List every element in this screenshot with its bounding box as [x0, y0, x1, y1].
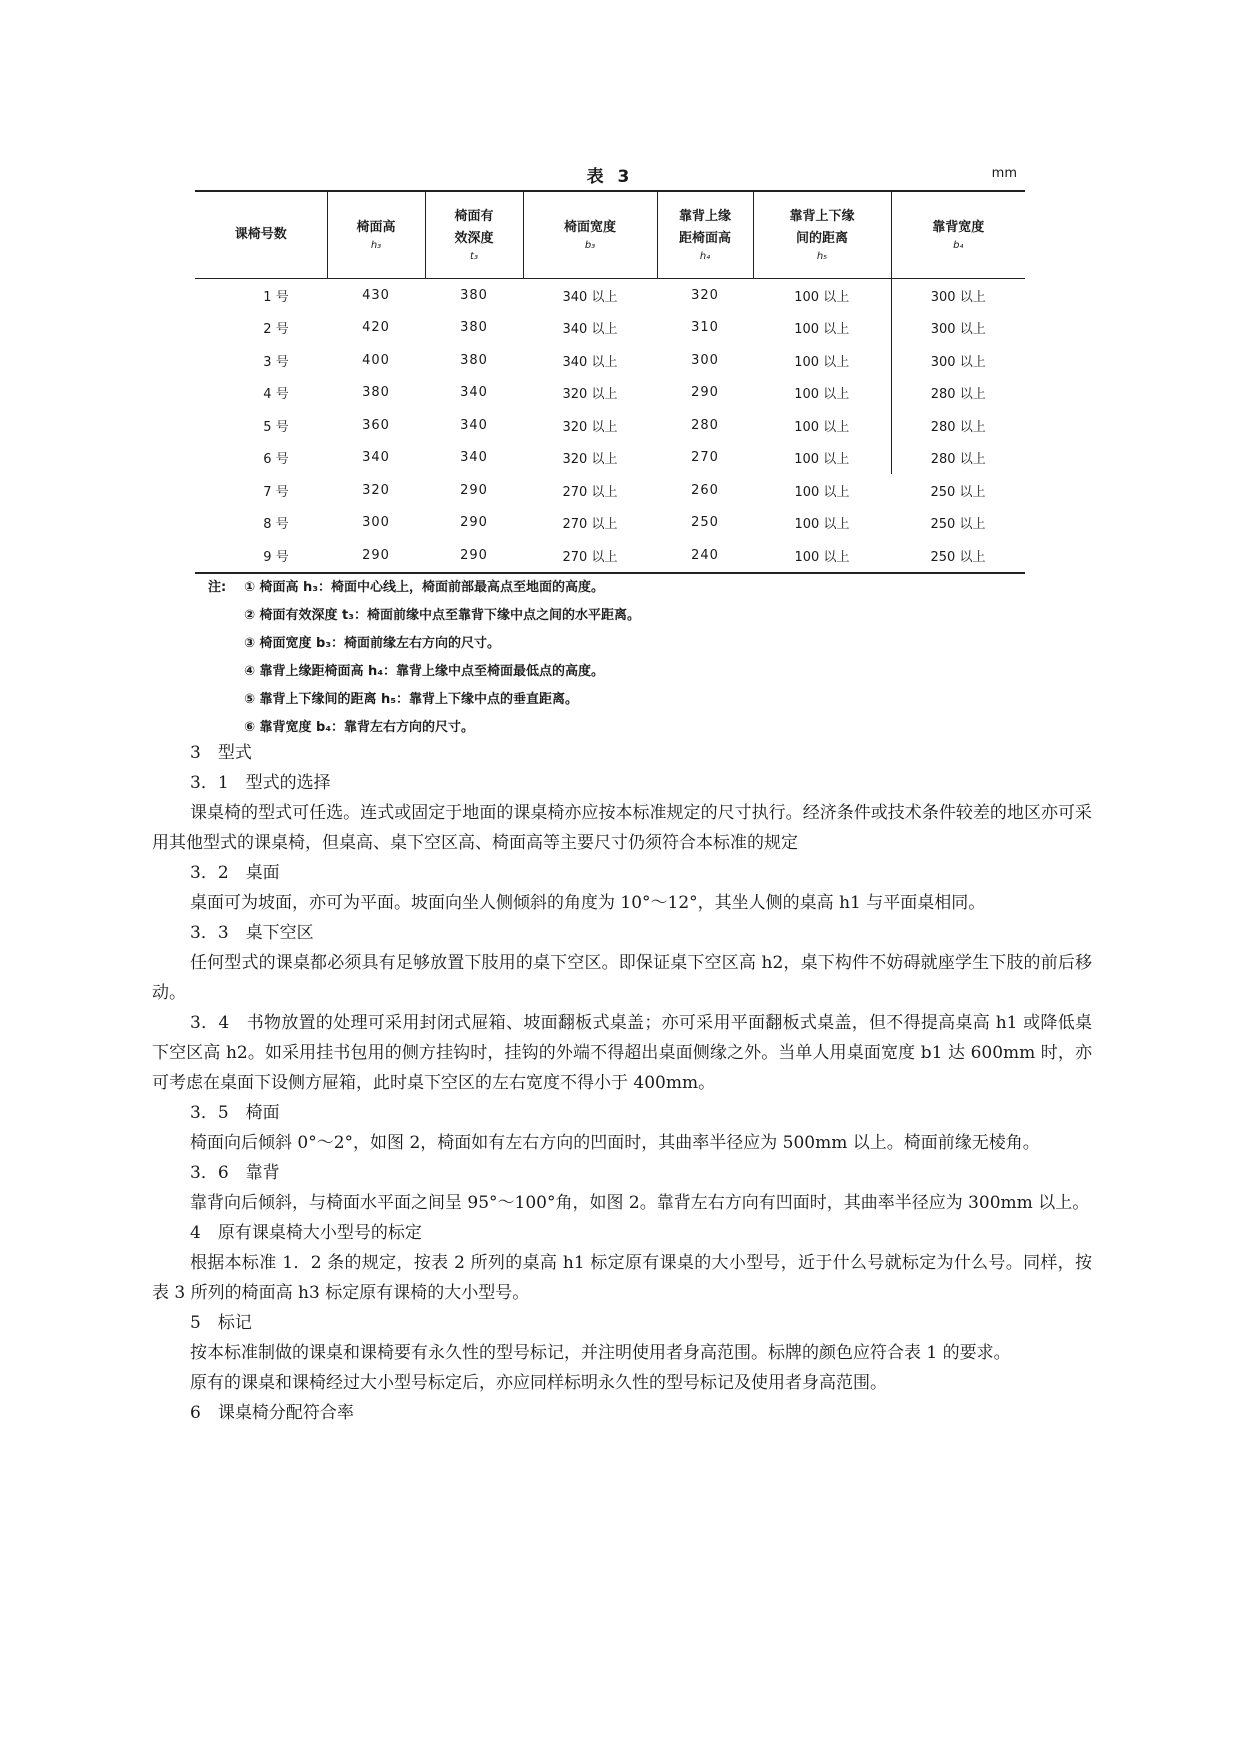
- table-cell: 380: [460, 320, 488, 336]
- table-cell: 3 号: [263, 354, 289, 370]
- header-label-line: 椅面宽度: [563, 220, 616, 235]
- header-label-line: 距椅面高: [678, 231, 731, 246]
- table-cell: 100 以上: [794, 322, 850, 338]
- table-cell: 320 以上: [562, 452, 618, 468]
- table-body: [195, 279, 1025, 573]
- table-cell: 320: [691, 287, 719, 303]
- table-cell: 270: [691, 450, 719, 466]
- note-item: [208, 686, 1028, 714]
- header-symbol: t₃: [470, 251, 478, 262]
- table-cell: 380: [460, 287, 488, 303]
- table-header-cell: [195, 191, 327, 279]
- note-text: ④ 靠背上缘距椅面高 h₄：靠背上缘中点至椅面最低点的高度。: [244, 664, 605, 679]
- header-label-line: 靠背上缘: [678, 209, 731, 224]
- header-label-line: 椅面高: [356, 220, 396, 235]
- paragraph: 原有的课桌和课椅经过大小型号标定后，亦应同样标明永久性的型号标记及使用者身高范围。: [190, 1373, 887, 1393]
- table-cell: 320 以上: [562, 387, 618, 403]
- table-cell: 270 以上: [562, 484, 618, 500]
- table-row: [195, 409, 1025, 442]
- table-cell: 270 以上: [562, 517, 618, 533]
- table-cell: 260: [691, 482, 719, 498]
- table-cell: 280 以上: [891, 409, 1025, 442]
- paragraph: 3．4 书物放置的处理可采用封闭式屉箱、坡面翻板式桌盖；亦可采用平面翻板式桌盖，但不得提高桌高 h1 或降低桌下空区高 h2。如采用挂书包用的侧方挂钩时，挂钩的外端不得超出桌面侧缘之外。当单人用桌面宽度 b1 达 600mm 时，亦可考虑在桌面下设侧方屉箱，此时桌下空区的左右宽度不得小于 400mm。: [152, 1013, 1092, 1093]
- table-cell: 250: [691, 515, 719, 531]
- section-heading: 3．6 靠背: [190, 1163, 280, 1183]
- header-label-line: 靠背上下缘: [789, 209, 855, 224]
- header-symbol: b₃: [584, 240, 596, 251]
- header-symbol: h₄: [699, 251, 711, 262]
- table-cell: 4 号: [263, 387, 289, 403]
- table-notes: [208, 574, 1028, 742]
- table-header-cell: [523, 191, 657, 279]
- table-cell: 250 以上: [891, 539, 1025, 573]
- header-label-line: 课椅号数: [234, 227, 287, 242]
- paragraph: 任何型式的课桌都必须具有足够放置下肢用的桌下空区。即保证桌下空区高 h2，桌下构件不妨碍就座学生下肢的前后移动。: [152, 953, 1092, 1003]
- paragraph: 按本标准制做的课桌和课椅要有永久性的型号标记，并注明使用者身高范围。标牌的颜色应符合表 1 的要求。: [190, 1343, 1011, 1363]
- table-header-cell: [327, 191, 425, 279]
- note-text: ③ 椅面宽度 b₃：椅面前缘左右方向的尺寸。: [244, 636, 501, 651]
- table-cell: 100 以上: [794, 452, 850, 468]
- note-text: ⑥ 靠背宽度 b₄：靠背左右方向的尺寸。: [244, 720, 475, 735]
- table-row: [195, 312, 1025, 345]
- table-cell: 100 以上: [794, 419, 850, 435]
- note-text: ② 椅面有效深度 t₃：椅面前缘中点至靠背下缘中点之间的水平距离。: [244, 608, 640, 623]
- paragraph: 桌面可为坡面，亦可为平面。坡面向坐人侧倾斜的角度为 10°～12°，其坐人侧的桌高 h1 与平面桌相同。: [190, 893, 986, 913]
- note-item: [208, 574, 1028, 602]
- table-cell: 100 以上: [794, 289, 850, 305]
- note-item: [208, 630, 1028, 658]
- table-header-row: [195, 191, 1025, 279]
- table-row: [195, 377, 1025, 410]
- table-cell: 420: [362, 320, 390, 336]
- header-label-line: 效深度: [454, 231, 494, 246]
- table-cell: 2 号: [263, 322, 289, 338]
- table-cell: 340: [460, 450, 488, 466]
- section-heading: 3．3 桌下空区: [190, 923, 314, 943]
- table-cell: 7 号: [263, 484, 289, 500]
- table-cell: 340 以上: [562, 289, 618, 305]
- section-heading: 3．2 桌面: [190, 863, 280, 883]
- table-cell: 5 号: [263, 419, 289, 435]
- paragraph: 根据本标准 1．2 条的规定，按表 2 所列的桌高 h1 标定原有课桌的大小型号，近于什么号就标定为什么号。同样，按表 3 所列的椅面高 h3 标定原有课椅的大小型号。: [152, 1253, 1092, 1303]
- note-prefix: 注:: [208, 580, 227, 595]
- table-title: 表 3: [586, 167, 634, 187]
- table-cell: 280 以上: [891, 377, 1025, 410]
- table-cell: 300 以上: [891, 344, 1025, 377]
- table-header-cell: [891, 191, 1025, 279]
- paragraph: 椅面向后倾斜 0°～2°，如图 2，椅面如有左右方向的凹面时，其曲率半径应为 500mm 以上。椅面前缘无棱角。: [190, 1133, 1040, 1153]
- header-label-line: 靠背宽度: [932, 220, 985, 235]
- table-cell: 290: [327, 539, 425, 573]
- table-cell: 240: [657, 539, 753, 573]
- table-cell: 310: [691, 320, 719, 336]
- table-cell: 290: [425, 539, 523, 573]
- table-cell: 270 以上: [523, 539, 657, 573]
- table-cell: 300: [362, 515, 390, 531]
- table-cell: 290: [691, 385, 719, 401]
- table-cell: 340: [362, 450, 390, 466]
- chair-dimension-table: [195, 190, 1025, 574]
- table-cell: 430: [362, 287, 390, 303]
- header-symbol: h₅: [816, 251, 828, 262]
- table-cell: 280 以上: [891, 442, 1025, 475]
- section-heading: 4 原有课桌椅大小型号的标定: [190, 1223, 422, 1243]
- body-text: [152, 738, 1092, 1428]
- table-cell: 100 以上: [753, 539, 891, 573]
- paragraph: 课桌椅的型式可任选。连式或固定于地面的课桌椅亦应按本标准规定的尺寸执行。经济条件或技术条件较差的地区亦可采用其他型式的课桌椅，但桌高、桌下空区高、椅面高等主要尺寸仍须符合本标准的规定: [152, 803, 1092, 853]
- table-cell: 8 号: [263, 517, 289, 533]
- table-cell: 1 号: [263, 289, 289, 305]
- section-heading: 3．5 椅面: [190, 1103, 280, 1123]
- table-cell: 380: [460, 352, 488, 368]
- table-cell: 340: [460, 385, 488, 401]
- note-text: ① 椅面高 h₃：椅面中心线上，椅面前部最高点至地面的高度。: [244, 580, 605, 595]
- table-cell: 280: [691, 417, 719, 433]
- note-text: ⑤ 靠背上下缘间的距离 h₅：靠背上下缘中点的垂直距离。: [244, 692, 579, 707]
- table-cell: 6 号: [263, 452, 289, 468]
- table-row: [195, 344, 1025, 377]
- header-symbol: h₃: [370, 240, 382, 251]
- table-cell: 300: [691, 352, 719, 368]
- table-cell: 320: [362, 482, 390, 498]
- table-row: [195, 279, 1025, 312]
- header-label-line: 间的距离: [795, 231, 848, 246]
- table-header-cell: [753, 191, 891, 279]
- table-cell: 340 以上: [562, 322, 618, 338]
- table-header-cell: [657, 191, 753, 279]
- table-row: [195, 474, 1025, 507]
- section-heading: 6 课桌椅分配符合率: [190, 1403, 354, 1423]
- section-heading: 5 标记: [190, 1313, 252, 1333]
- table-row: [195, 507, 1025, 540]
- table-cell: 360: [362, 417, 390, 433]
- paragraph: 靠背向后倾斜，与椅面水平面之间呈 95°～100°角，如图 2。靠背左右方向有凹面时，其曲率半径应为 300mm 以上。: [190, 1193, 1090, 1213]
- table-caption: [195, 162, 1025, 186]
- table-cell: 100 以上: [794, 387, 850, 403]
- table-cell: 9 号: [195, 539, 327, 573]
- table-cell: 250 以上: [930, 517, 986, 533]
- header-label-line: 椅面有: [454, 209, 494, 224]
- section-heading: 3．1 型式的选择: [190, 773, 331, 793]
- table-cell: 300 以上: [891, 279, 1025, 312]
- table-cell: 250 以上: [930, 484, 986, 500]
- table-cell: 100 以上: [794, 484, 850, 500]
- header-symbol: b₄: [953, 240, 964, 251]
- table-cell: 300 以上: [891, 312, 1025, 345]
- table-cell: 100 以上: [794, 354, 850, 370]
- section-heading: 3 型式: [190, 743, 252, 763]
- note-item: [208, 658, 1028, 686]
- table-row: [195, 442, 1025, 475]
- note-item: [208, 602, 1028, 630]
- table-header-cell: [425, 191, 523, 279]
- table-cell: 320 以上: [562, 419, 618, 435]
- table-unit: mm: [991, 166, 1017, 181]
- table-cell: 380: [362, 385, 390, 401]
- table-cell: 400: [362, 352, 390, 368]
- table-cell: 340: [460, 417, 488, 433]
- table-row: [195, 539, 1025, 573]
- table-cell: 290: [460, 482, 488, 498]
- table-cell: 290: [460, 515, 488, 531]
- table-cell: 340 以上: [562, 354, 618, 370]
- table-cell: 100 以上: [794, 517, 850, 533]
